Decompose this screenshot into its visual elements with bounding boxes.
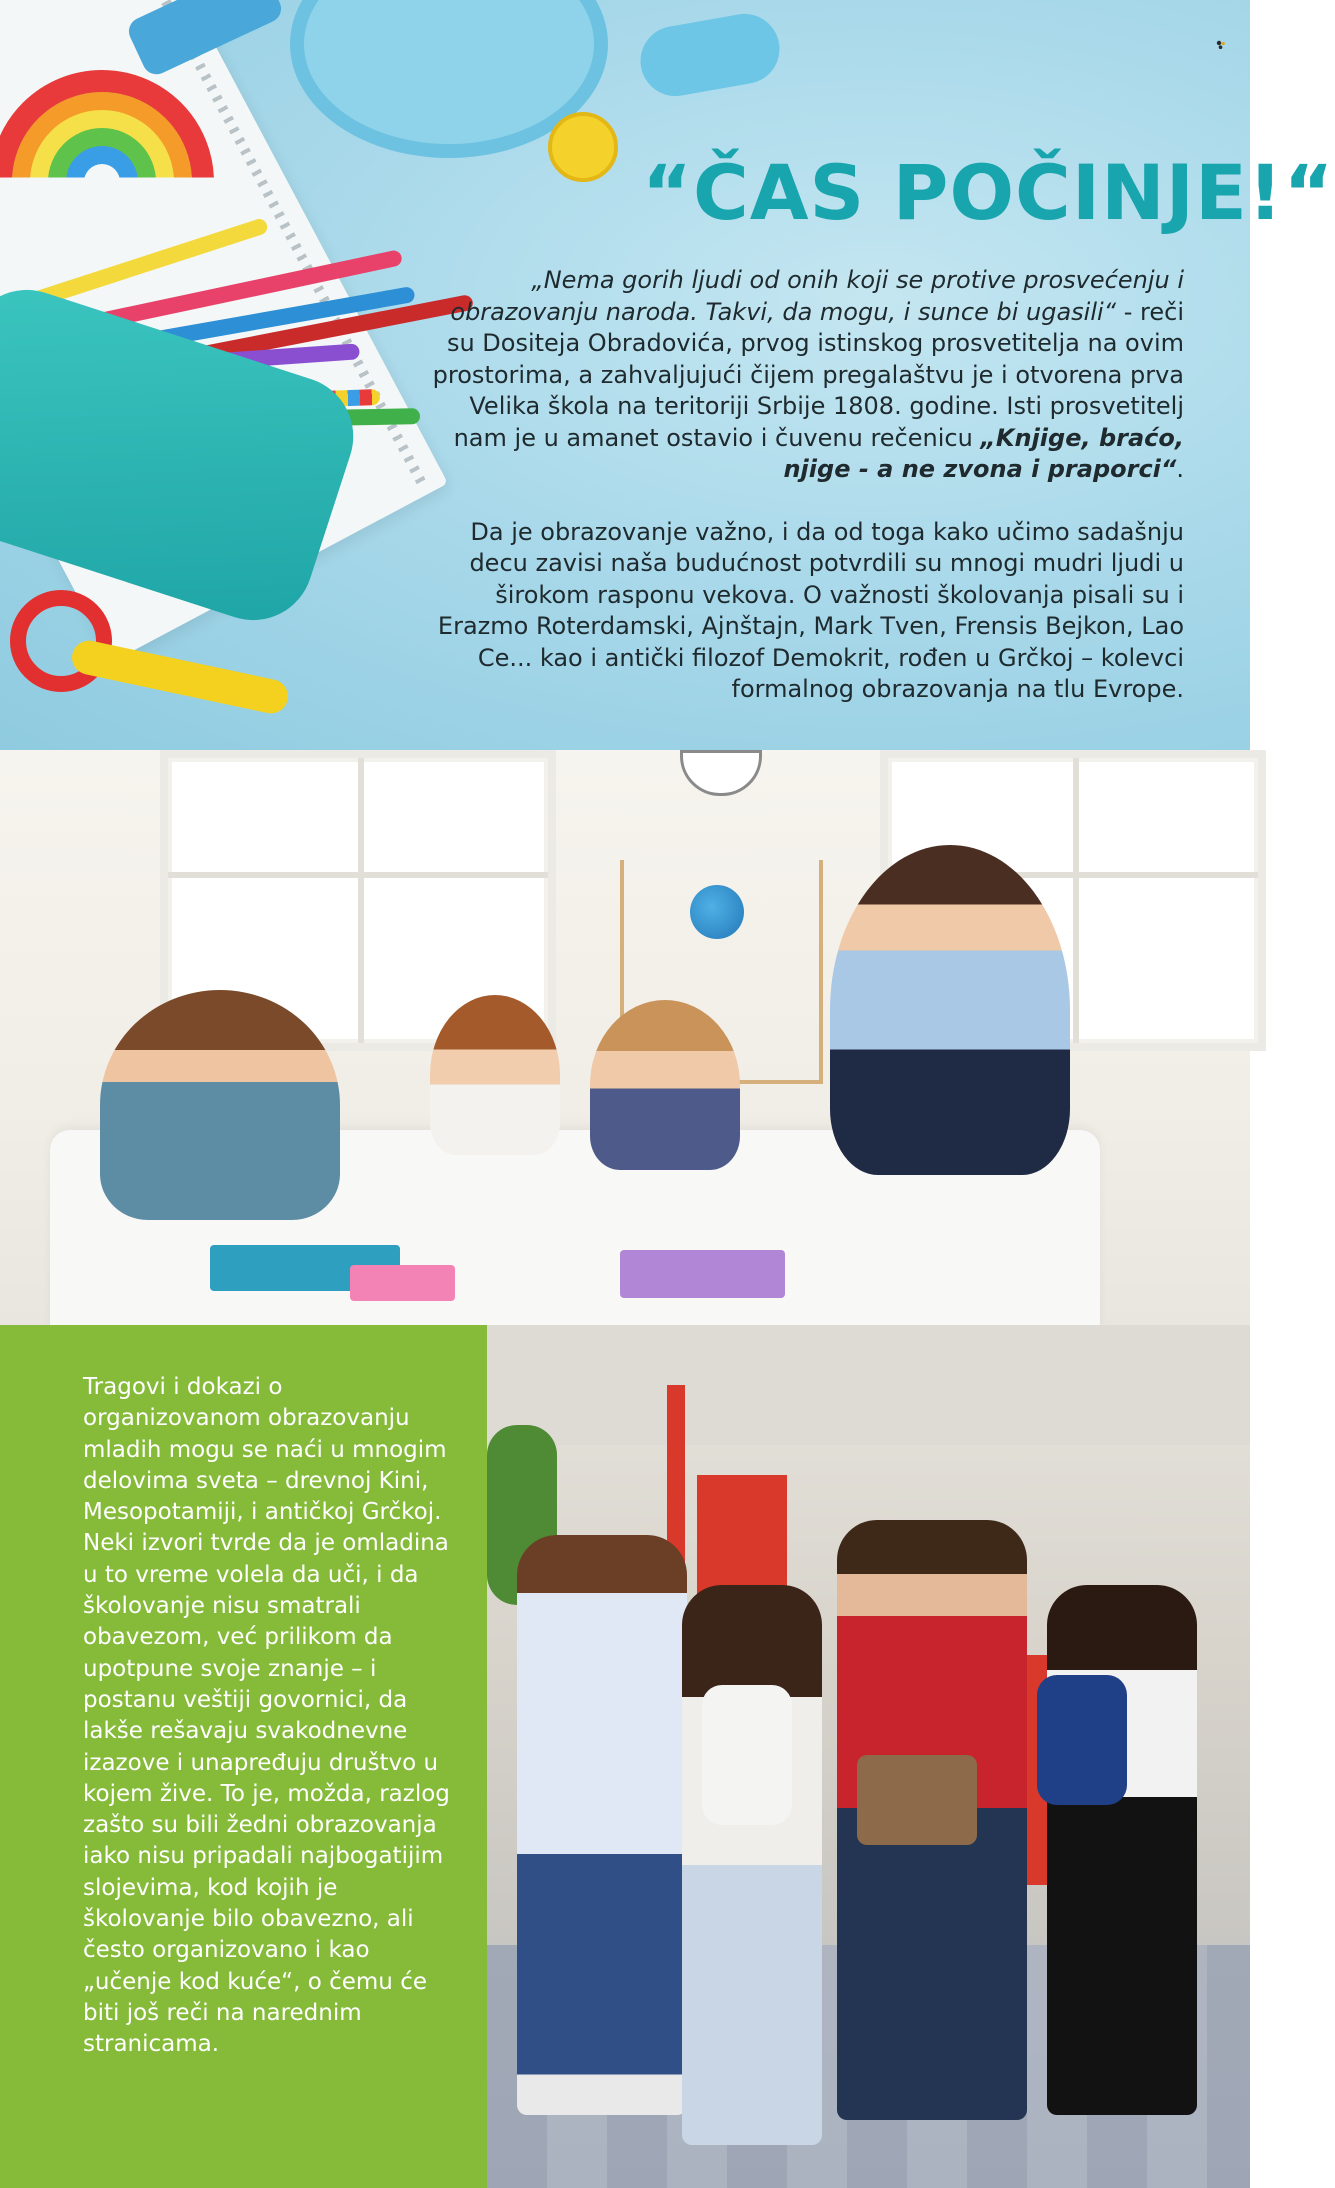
brand-mark-icon: [1216, 40, 1226, 50]
intro-paragraph-2: Da je obrazovanje važno, i da od toga kako učimo sadašnju decu zavisi naša budućnost potvrdili su mnogi mudri ljudi u širokom rasponu vekova. O važnosti školovanja pisali su i Erazmo Roterdamski, Ajnštajn, Mark Tven, Frensis Bejkon, Lao Ce... kao i antički filozof Demokrit, rođen u Grčkoj – kolevci formalnog obrazovanja na tlu Evrope.: [437, 517, 1184, 703]
dositej-quote: „Nema gorih ljudi od onih koji se protive prosvećenju i obrazovanju naroda. Takvi, da mogu, i sunce bi ugasili“: [450, 266, 1184, 326]
intro-text-end: .: [1176, 455, 1184, 483]
brown-bag: [857, 1755, 977, 1845]
history-text: Tragovi i dokazi o organizovanom obrazovanju mladih mogu se naći u mnogim delovima sveta – drevnoj Kini, Mesopotamiji, i antičkoj Grčkoj. Neki izvori tvrde da je omladina u to vreme volela da uči, i da školovanje nisu smatrali obavezom, već prilikom da upotpune svoje znanje – i postanu veštiji govornici, da lakše rešavaju svakodnevne izazove i unapređuju društvo u kojem žive. To je, možda, razlog zašto su bili žedni obrazovanja iako nisu pripadali najbogatijim slojevima, kod kojih je školovanje bilo obavezno, ali često organizovano i kao „učenje kod kuće“, o čemu će biti još reči na narednim stranicama.: [83, 1374, 450, 2058]
child-figure-2: [430, 995, 560, 1155]
student-walker-1: [517, 1535, 687, 2115]
pink-book: [350, 1265, 455, 1301]
intro-paragraph-1: [424, 265, 1184, 486]
globe-icon: [690, 885, 744, 939]
corridor-photo: [487, 1325, 1250, 2188]
intro-text-part: - reči su Dositeja Obradovića, prvog istinskog prosvetitelja na ovim prostorima, a zahvaljujući čijem pregalaštvu je i otvorena prva Velika škola na teritoriji Srbije 1808. godine. Isti prosvetitelj nam je u amanet ostavio i čuvenu rečenicu: [432, 297, 1184, 452]
purple-book: [620, 1250, 785, 1298]
corridor-ceiling: [487, 1325, 1250, 1445]
classroom-photo: [0, 750, 1250, 1325]
scissors-illustration: [0, 580, 290, 700]
blue-backpack: [1037, 1675, 1127, 1805]
child-figure-3: [590, 1000, 740, 1170]
student-walker-2: [682, 1585, 822, 2145]
child-figure-1: [100, 990, 340, 1220]
history-sidebar: [0, 1325, 487, 2188]
wall-clock-icon: [680, 750, 762, 796]
page-title: “ČAS POČINJE!“: [642, 148, 1335, 237]
child-figure-4: [760, 1070, 1060, 1260]
hero-section: [0, 0, 1335, 750]
intro-text: [424, 265, 1184, 737]
toy-airplane-illustration: [635, 8, 785, 101]
famous-sentence: „Knjige, braćo, njige - a ne zvona i praporci“: [783, 423, 1184, 483]
student-walker-4: [1047, 1585, 1197, 2115]
white-backpack: [702, 1685, 792, 1825]
sharpener-illustration: [548, 112, 618, 182]
